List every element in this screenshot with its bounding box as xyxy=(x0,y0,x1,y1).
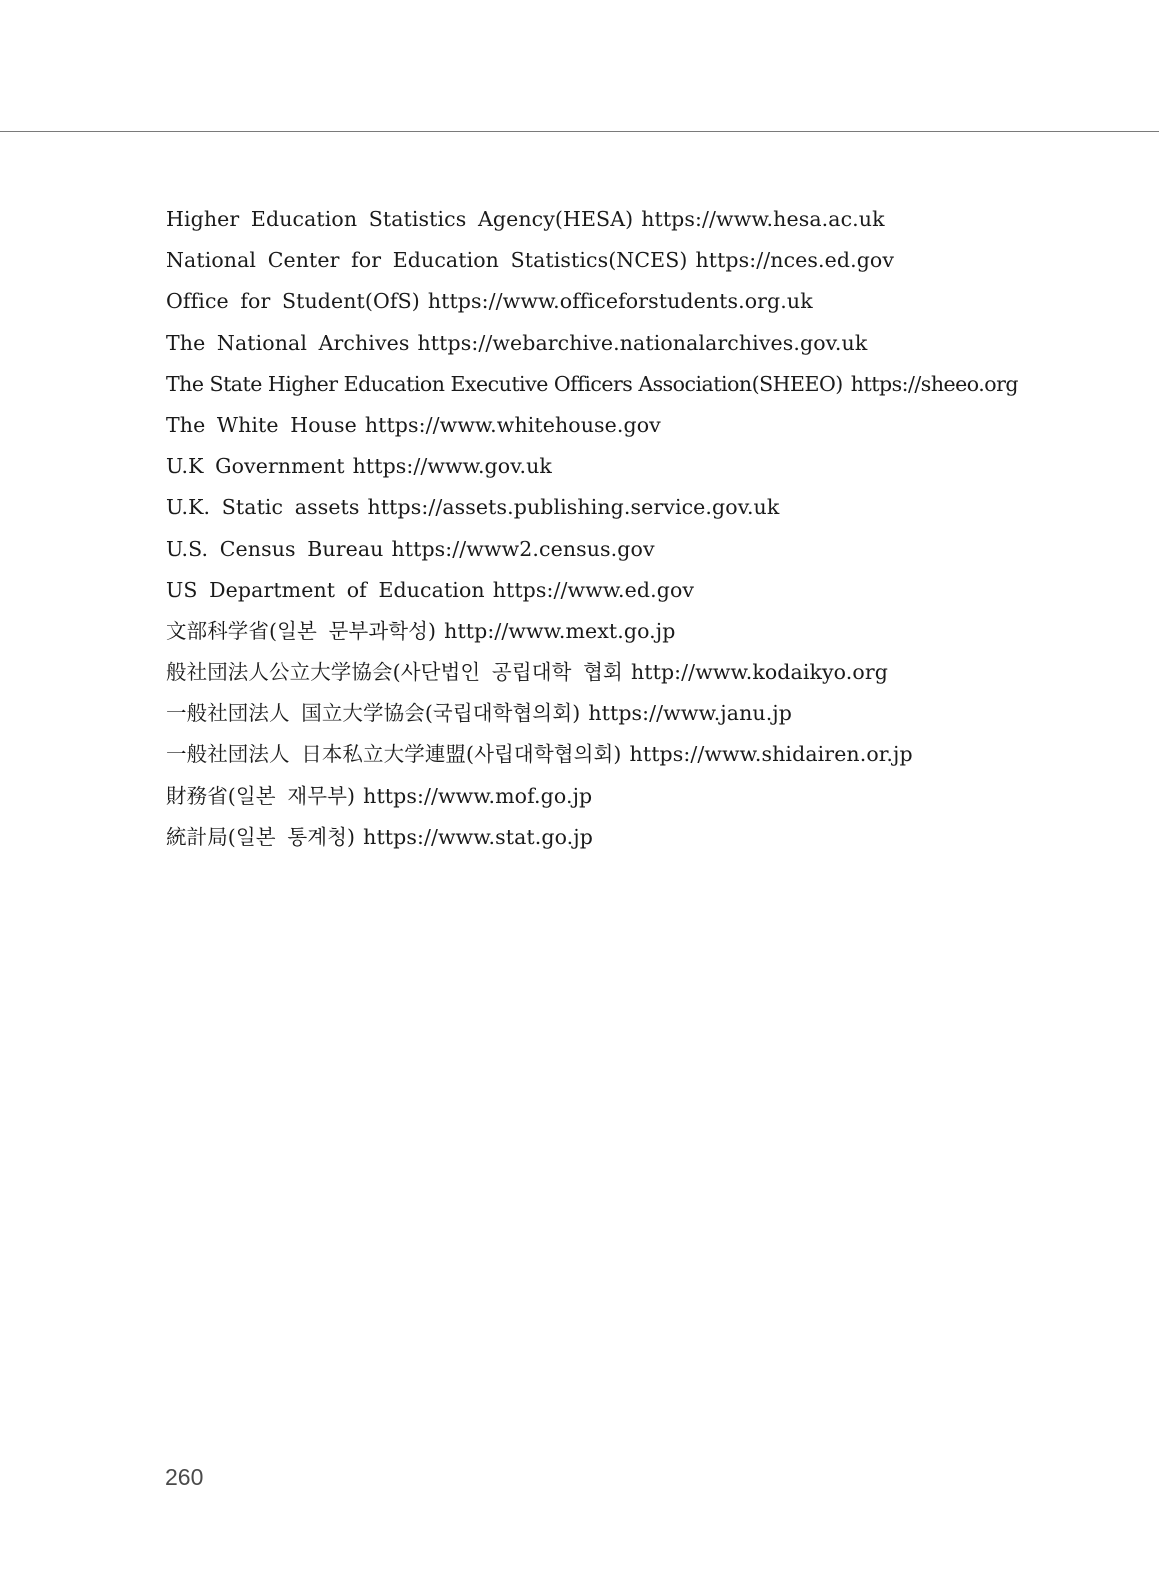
reference-url[interactable]: https://webarchive.nationalarchives.gov.uk xyxy=(417,330,868,355)
reference-item xyxy=(166,364,1066,405)
page-number: 260 xyxy=(165,1464,204,1490)
reference-url[interactable]: https://nces.ed.gov xyxy=(695,248,895,273)
reference-url[interactable]: https://www.whitehouse.gov xyxy=(364,412,661,437)
reference-name: U.S. Census Bureau xyxy=(166,536,384,561)
reference-list xyxy=(166,199,1066,858)
reference-url[interactable]: https://sheeo.org xyxy=(850,371,1019,396)
reference-item xyxy=(166,734,1066,775)
reference-item xyxy=(166,817,1066,858)
reference-name: Higher Education Statistics Agency(HESA) xyxy=(166,207,634,231)
reference-url[interactable]: https://assets.publishing.service.gov.uk xyxy=(367,495,780,520)
reference-url[interactable]: https://www.ed.gov xyxy=(492,577,695,602)
reference-name: U.K. Static assets xyxy=(166,495,360,520)
reference-item xyxy=(166,693,1066,734)
reference-item xyxy=(166,487,1066,528)
reference-name: 一般社団法人 日本私立大学連盟(사립대학협의회) xyxy=(166,742,622,767)
reference-url[interactable]: https://www.mof.go.jp xyxy=(363,783,593,808)
reference-url[interactable]: http://www.mext.go.jp xyxy=(444,618,676,643)
reference-url[interactable]: https://www.shidairen.or.jp xyxy=(629,742,913,767)
reference-url[interactable]: https://www.gov.uk xyxy=(352,454,552,479)
reference-item xyxy=(166,240,1066,281)
reference-item xyxy=(166,652,1066,693)
reference-name: 文部科学省(일본 문부과학성) xyxy=(166,618,437,643)
reference-name: 統計局(일본 통계청) xyxy=(166,824,356,849)
reference-item xyxy=(166,446,1066,487)
reference-url[interactable]: https://www.janu.jp xyxy=(588,701,792,726)
reference-item xyxy=(166,570,1066,611)
reference-url[interactable]: https://www.hesa.ac.uk xyxy=(641,207,885,231)
reference-name: US Department of Education xyxy=(166,577,485,602)
header-divider xyxy=(0,131,1159,132)
reference-name: 一般社団法人 国立大学協会(국립대학협의회) xyxy=(166,701,581,726)
reference-url[interactable]: https://www.stat.go.jp xyxy=(363,824,593,849)
reference-name: 般社団法人公立大学協会(사단법인 공립대학 협회 xyxy=(166,660,623,685)
reference-url[interactable]: https://www.officeforstudents.org.uk xyxy=(427,289,813,314)
reference-url[interactable]: http://www.kodaikyo.org xyxy=(630,660,888,685)
reference-name: Office for Student(OfS) xyxy=(166,289,420,314)
reference-item xyxy=(166,405,1066,446)
reference-url[interactable]: https://www2.census.gov xyxy=(391,536,655,561)
reference-item xyxy=(166,529,1066,570)
reference-item xyxy=(166,199,1066,240)
reference-item xyxy=(166,776,1066,817)
reference-name: The White House xyxy=(166,412,357,437)
reference-name: The National Archives xyxy=(166,330,410,355)
reference-item xyxy=(166,281,1066,322)
reference-name: 財務省(일본 재무부) xyxy=(166,783,356,808)
reference-name: U.K Government xyxy=(166,454,345,479)
reference-name: National Center for Education Statistics(NCES) xyxy=(166,248,688,273)
reference-name: The State Higher Education Executive Officers Association(SHEEO) xyxy=(166,371,843,396)
reference-item xyxy=(166,323,1066,364)
reference-item xyxy=(166,611,1066,652)
